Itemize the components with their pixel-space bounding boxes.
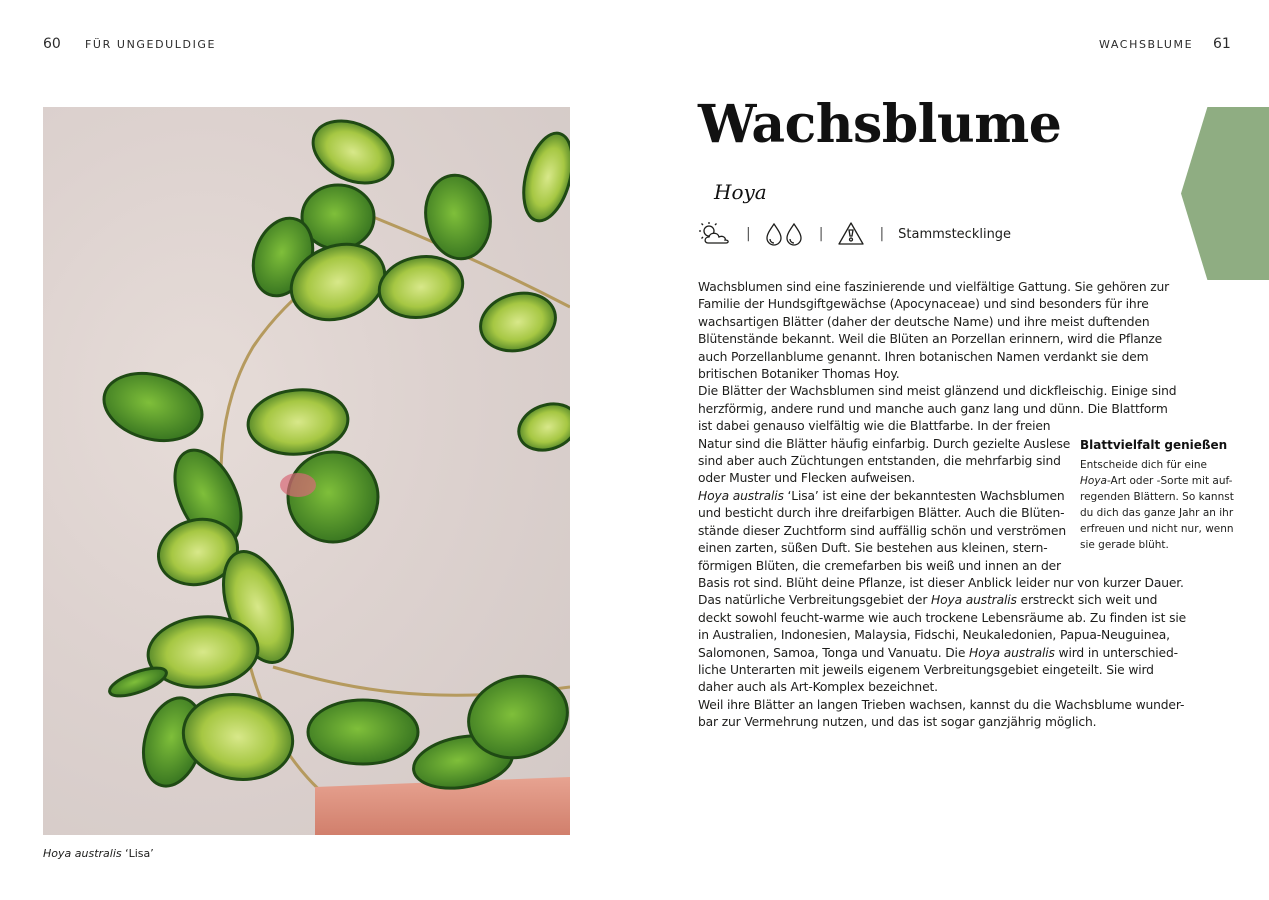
sun-cloud-icon [698,221,732,247]
body-line: in Australien, Indonesien, Malaysia, Fidschi, Neukaledonien, Papua-Neuguinea, [698,628,1170,643]
running-head-right: WACHSBLUME [1099,38,1194,51]
caption-cultivar: ‘Lisa’ [121,847,154,860]
tip-sidebox [1080,438,1234,553]
body-line-with-italic: Das natürliche Verbreitungsgebiet der Hoya australis erstreckt sich weit und [698,593,1158,608]
tip-heading: Blattvielfalt genießen [1080,438,1228,452]
page-number-left: 60 [43,36,61,52]
separator: | [818,226,824,242]
hoya-plant-illustration [43,107,570,835]
body-line: sind aber auch Züchtungen entstanden, die mehrfarbig sind [698,454,1061,469]
body-line: und besticht durch ihre dreifarbigen Blätter. Auch die Blüten- [698,506,1065,521]
plant-photo [43,107,570,835]
body-line: Blütenstände bekannt. Weil die Blüten an Porzellan erinnern, wird die Pflanze [698,332,1163,347]
body-line: wachsartigen Blätter (daher der deutsche Name) und ihre meist duftenden [698,314,1150,329]
water-drops-icon [765,221,805,247]
body-line: liche Unterarten mit jeweils eigenem Verbreitungsgebiet eingeteilt. Sie wird [698,662,1154,677]
tip-line: Entscheide dich für eine [1080,459,1207,471]
running-head-left: FÜR UNGEDULDIGE [85,38,217,51]
body-line: deckt sowohl feucht-warme wie auch trockene Lebensräume ab. Zu finden ist sie [698,610,1187,625]
tip-line: erfreuen und nicht nur, wenn [1080,523,1234,535]
body-line: Weil ihre Blätter an langen Trieben wachsen, kannst du die Wachsblume wunder- [698,697,1185,712]
chapter-hexagon-marker [1181,107,1269,280]
care-icons-row [698,220,1011,248]
body-line: Natur sind die Blätter häufig einfarbig. Durch gezielte Auslese [698,436,1071,451]
body-line: einen zarten, süßen Duft. Sie bestehen aus kleinen, stern- [698,541,1048,556]
body-line: Die Blätter der Wachsblumen sind meist glänzend und dickfleischig. Einige sind [698,384,1177,399]
photo-caption [43,847,154,860]
body-line: auch Porzellanblume genannt. Ihren botanischen Namen verdankt sie dem [698,349,1149,364]
body-line: daher auch als Art-Komplex bezeichnet. [698,680,938,695]
page-title: Wachsblume [698,94,1062,155]
botanical-name: Hoya [714,180,767,204]
body-line: förmigen Blüten, die cremefarben bis weiß und innen an der [698,558,1061,573]
separator: | [746,226,751,242]
body-line: Basis rot sind. Blüht deine Pflanze, ist dieser Anblick leider nur von kurzer Dauer. [698,575,1184,590]
body-line: Wachsblumen sind eine faszinierende und vielfältige Gattung. Sie gehören zur [698,280,1170,294]
body-line: oder Muster und Flecken aufweisen. [698,471,916,486]
species-name: Hoya australis [930,593,1017,608]
tip-line: regenden Blättern. So kannst [1080,491,1234,503]
body-line: britischen Botaniker Thomas Hoy. [698,367,900,382]
body-line-with-italic: Salomonen, Samoa, Tonga und Vanuatu. Die Hoya australis wird in unterschied- [698,645,1178,660]
body-line: stände dieser Zuchtform sind auffällig schön und verströmen [698,523,1066,538]
body-line: herzförmig, andere rund und manche auch ganz lang und dünn. Die Blattform [698,401,1168,416]
body-line-with-italic: Hoya australis ‘Lisa’ ist eine der bekanntesten Wachsblumen [698,488,1065,503]
propagation-method: Stammstecklinge [898,226,1012,242]
warning-icon [837,221,865,247]
page-number-right: 61 [1213,36,1231,52]
body-line: Familie der Hundsgiftgewächse (Apocynaceae) und sind besonders für ihre [698,297,1149,312]
body-line: bar zur Vermehrung nutzen, und das ist sogar ganzjährig möglich. [698,715,1097,730]
body-line: ist dabei genauso vielfältig wie die Blattfarbe. In der freien [698,419,1051,434]
tip-line: du dich das ganze Jahr an ihr [1080,507,1234,519]
tip-line-with-italic: Hoya-Art oder -Sorte mit auf- [1080,475,1233,487]
separator: | [879,226,885,242]
species-name: Hoya australis [698,488,784,503]
species-name: Hoya australis [969,645,1055,660]
tip-line: sie gerade blüht. [1080,539,1169,551]
caption-species: Hoya australis [43,847,122,860]
